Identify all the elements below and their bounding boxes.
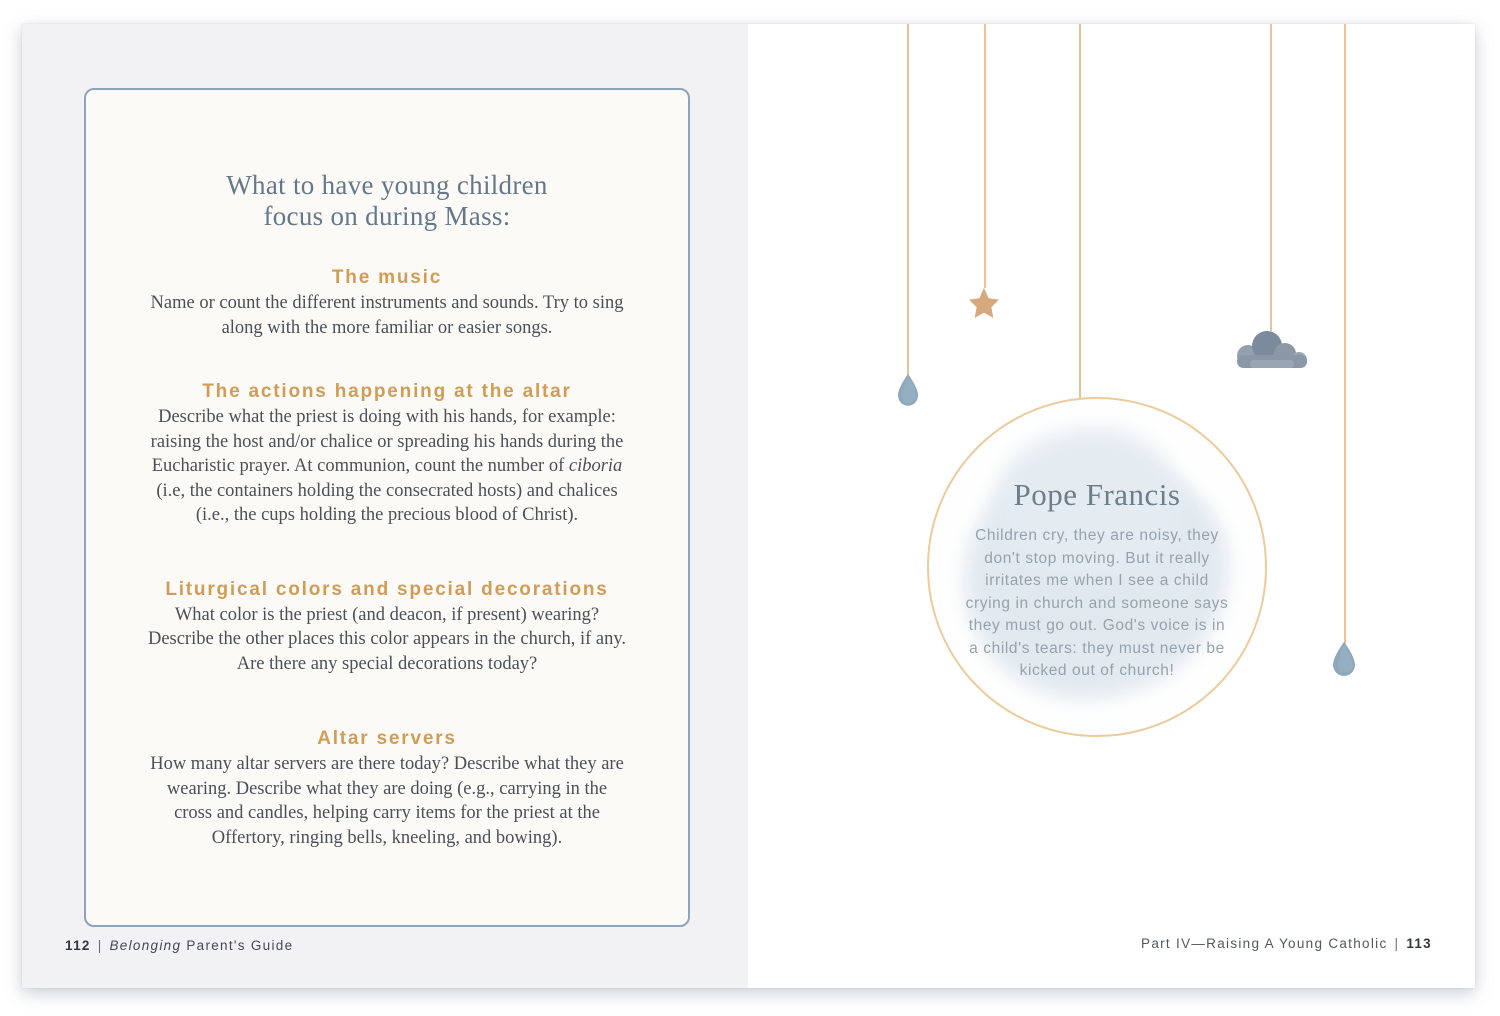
section-music-heading: The music [331, 267, 443, 288]
hanging-string [984, 24, 986, 288]
section-altar-servers [86, 726, 688, 850]
hanging-string [907, 24, 909, 376]
footer-separator: | [97, 938, 103, 953]
card-title [86, 170, 688, 232]
book-title-rest: Parent's Guide [186, 938, 294, 953]
section-altar-actions [86, 379, 688, 528]
section-liturgical-colors-body: What color is the priest (and deacon, if present) wearing? Describe the other places this color appears in the church, if any. Are there any special decorations today? [147, 604, 627, 674]
section-liturgical-colors-heading: Liturgical colors and special decorations [165, 578, 609, 600]
page-left [22, 24, 748, 988]
card-title-line2: focus on during Mass: [263, 201, 511, 231]
book-title-italic: Belonging [109, 938, 182, 953]
quote-text: Children cry, they are noisy, they don't stop moving. But it really irritates me when I see a child crying in church and someone says they must go out. God's voice is in a child's tears: they must never be kicked out of church! [965, 527, 1229, 679]
section-altar-actions-heading: The actions happening at the altar [202, 381, 572, 402]
footer-right [1141, 936, 1432, 951]
quote-circle [927, 397, 1267, 737]
cloud-icon [1230, 327, 1314, 371]
part-title: Part IV—Raising A Young Catholic [1141, 936, 1388, 951]
star-icon [968, 287, 1000, 318]
body-text-post: (i.e, the containers holding the consecrated hosts) and chalices (i.e., the cups holding the precious blood of Christ). [156, 480, 618, 525]
book-spread [22, 24, 1475, 988]
body-text-italic: ciboria [568, 456, 623, 476]
raindrop-icon [1332, 642, 1356, 676]
section-altar-servers-body: How many altar servers are there today? Describe what they are wearing. Describe what they are doing (e.g., carrying in the cross and candles, helping carry items for the priest at the Offertory, ringing bells, kneeling, and bowing). [150, 754, 624, 848]
page-number-right: 113 [1406, 936, 1432, 951]
section-altar-actions-body [146, 405, 628, 528]
section-liturgical-colors [86, 577, 688, 677]
section-music-body: Name or count the different instruments and sounds. Try to sing along with the more familiar or easier songs. [150, 293, 624, 338]
hanging-string [1270, 24, 1272, 331]
body-text-pre: Describe what the priest is doing with his hands, for example: raising the host and/or chalice or spreading his hands during the Eucharistic prayer. At communion, count the number of [150, 407, 624, 476]
hanging-string [1344, 24, 1346, 644]
page-right [748, 24, 1475, 988]
footer-left [65, 938, 293, 953]
hanging-string [1079, 24, 1081, 398]
section-altar-servers-heading: Altar servers [317, 728, 457, 749]
footer-separator: | [1394, 936, 1400, 951]
quote-attribution: Pope Francis [1013, 477, 1181, 512]
section-music [86, 265, 688, 340]
raindrop-icon [897, 374, 919, 406]
card-title-line1: What to have young children [226, 170, 548, 200]
focus-card [84, 88, 690, 927]
page-number-left: 112 [65, 938, 91, 953]
